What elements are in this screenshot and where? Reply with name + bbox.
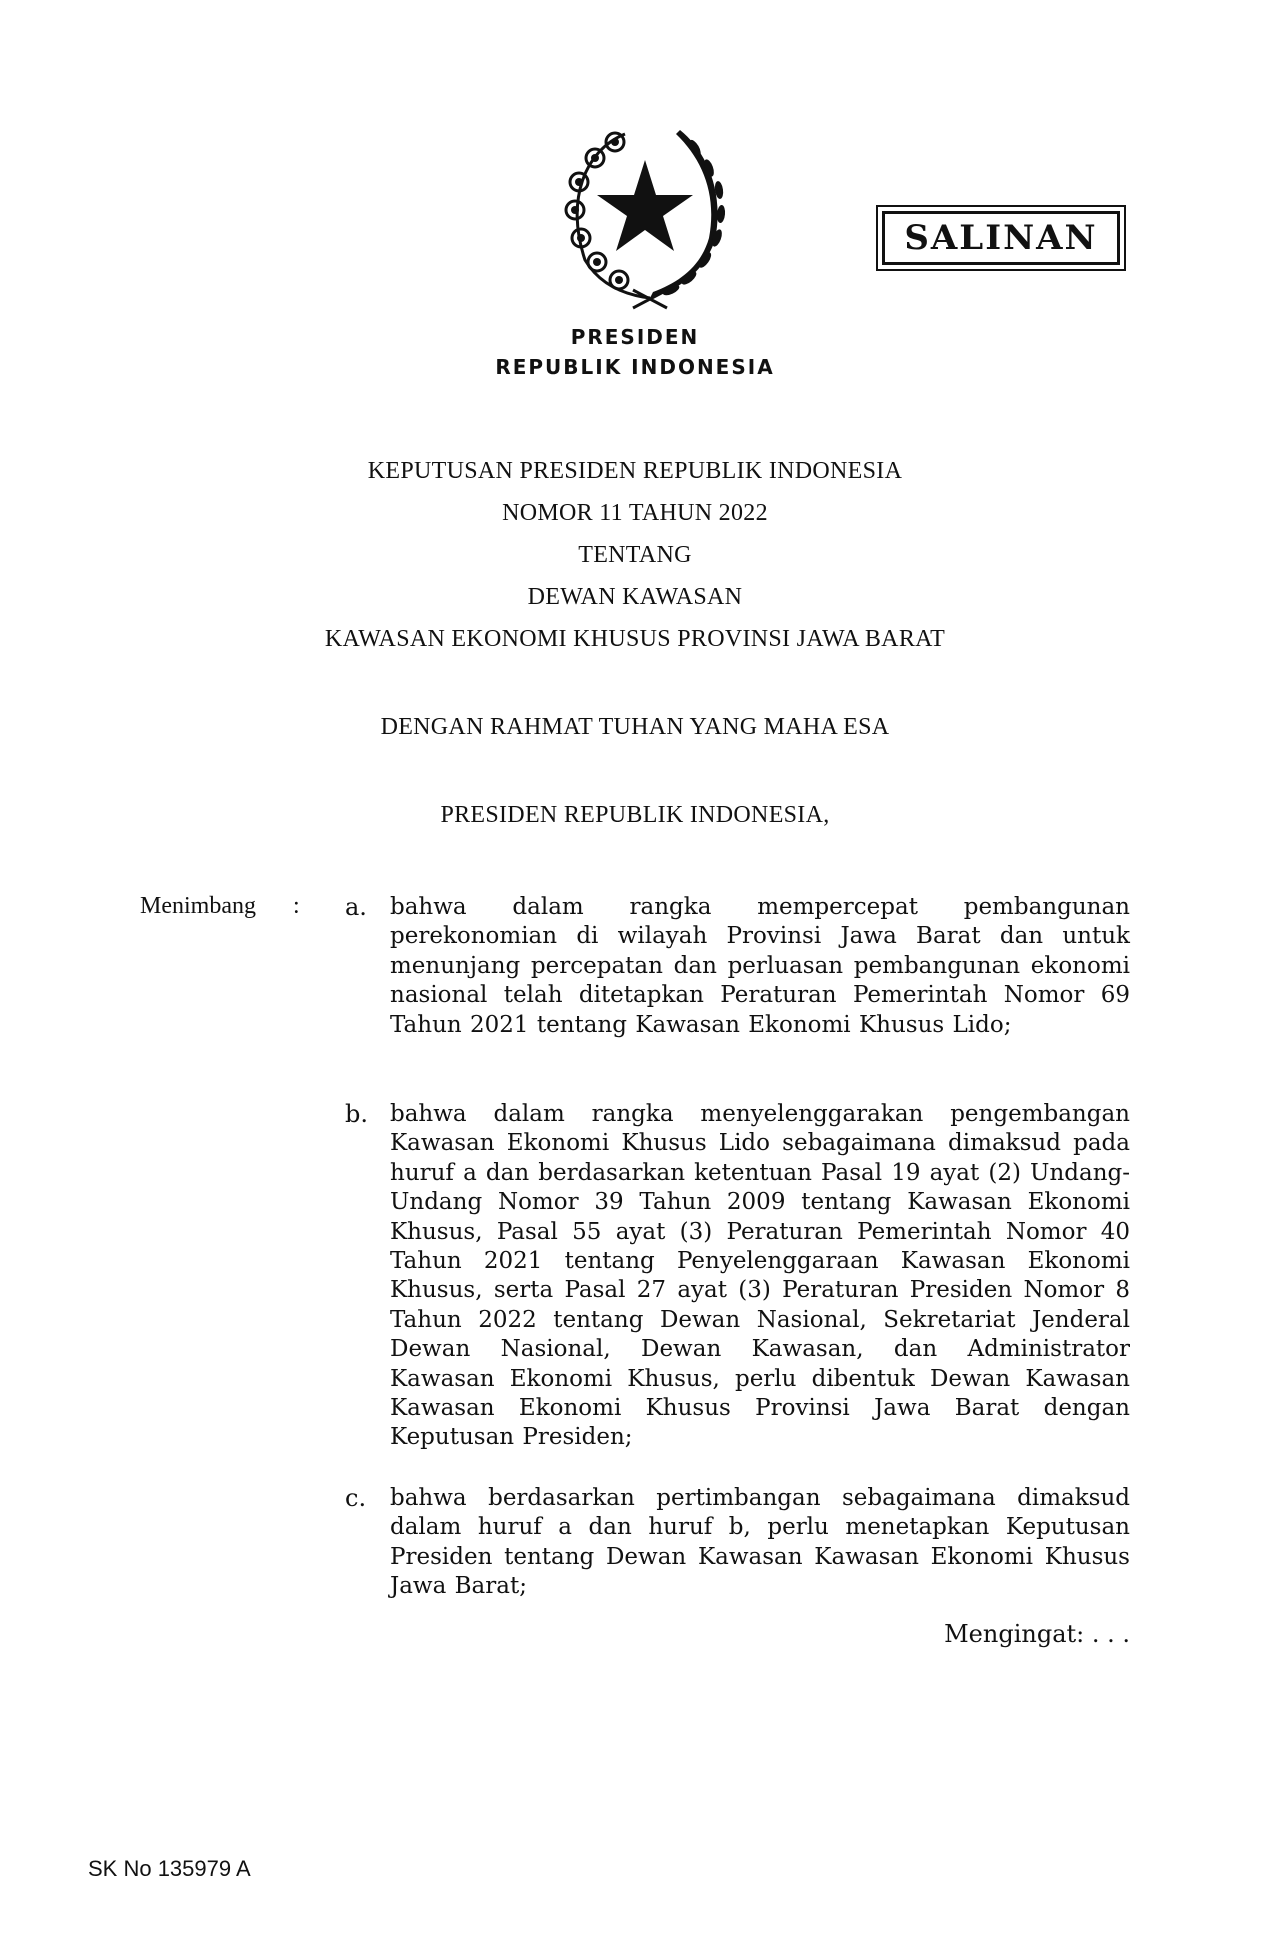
salinan-stamp-text: SALINAN [882,211,1120,265]
authority-line: PRESIDEN REPUBLIK INDONESIA, [440,802,830,828]
footer-document-code: SK No 135979 A [88,1856,251,1881]
decree-subject-line-1: DEWAN KAWASAN [527,584,743,610]
office-line-president: PRESIDEN [570,325,700,349]
considerations-label: Menimbang [140,893,256,919]
decree-number: NOMOR 11 TAHUN 2022 [502,500,768,526]
consideration-letter-a: a. [345,893,367,921]
considerations-colon: : [293,893,300,919]
invocation: DENGAN RAHMAT TUHAN YANG MAHA ESA [380,714,890,740]
continuation-marker: Mengingat: . . . [944,1620,1130,1648]
office-title [420,322,850,382]
garuda-star-emblem-icon [555,120,735,310]
salinan-stamp [876,205,1126,271]
office-line-republic: REPUBLIK INDONESIA [495,355,775,379]
consideration-text-c: bahwa berdasarkan pertimbangan sebagaimana dimaksud dalam huruf a dan huruf b, perlu menetapkan Keputusan Presiden tentang Dewan Kawasan Kawasan Ekonomi Khusus Jawa Barat; [390,1485,1130,1600]
consideration-letter-b: b. [345,1100,368,1128]
consideration-letter-c: c. [345,1484,367,1512]
consideration-text-b: bahwa dalam rangka menyelenggarakan pengembangan Kawasan Ekonomi Khusus Lido sebagaimana dimaksud pada huruf a dan berdasarkan ketentuan Pasal 19 ayat (2) Undang-Undang Nomor 39 Tahun 2009 tentang Kawasan Ekonomi Khusus, Pasal 55 ayat (3) Peraturan Pemerintah Nomor 40 Tahun 2021 tentang Penyelenggaraan Kawasan Ekonomi Khusus, serta Pasal 27 ayat (3) Peraturan Presiden Nomor 8 Tahun 2022 tentang Dewan Nasional, Sekretariat Jenderal Dewan Nasional, Dewan Kawasan, dan Administrator Kawasan Ekonomi Khusus, perlu dibentuk Dewan Kawasan Kawasan Ekonomi Khusus Provinsi Jawa Barat dengan Keputusan Presiden; [390,1101,1130,1451]
decree-about: TENTANG [578,542,692,568]
consideration-text-a: bahwa dalam rangka mempercepat pembangunan perekonomian di wilayah Provinsi Jawa Barat dan untuk menunjang percepatan dan perluasan pembangunan ekonomi nasional telah ditetapkan Peraturan Pemerintah Nomor 69 Tahun 2021 tentang Kawasan Ekonomi Khusus Lido; [390,894,1130,1038]
decree-title-line-1: KEPUTUSAN PRESIDEN REPUBLIK INDONESIA [367,458,903,484]
decree-subject-line-2: KAWASAN EKONOMI KHUSUS PROVINSI JAWA BARAT [324,626,946,652]
